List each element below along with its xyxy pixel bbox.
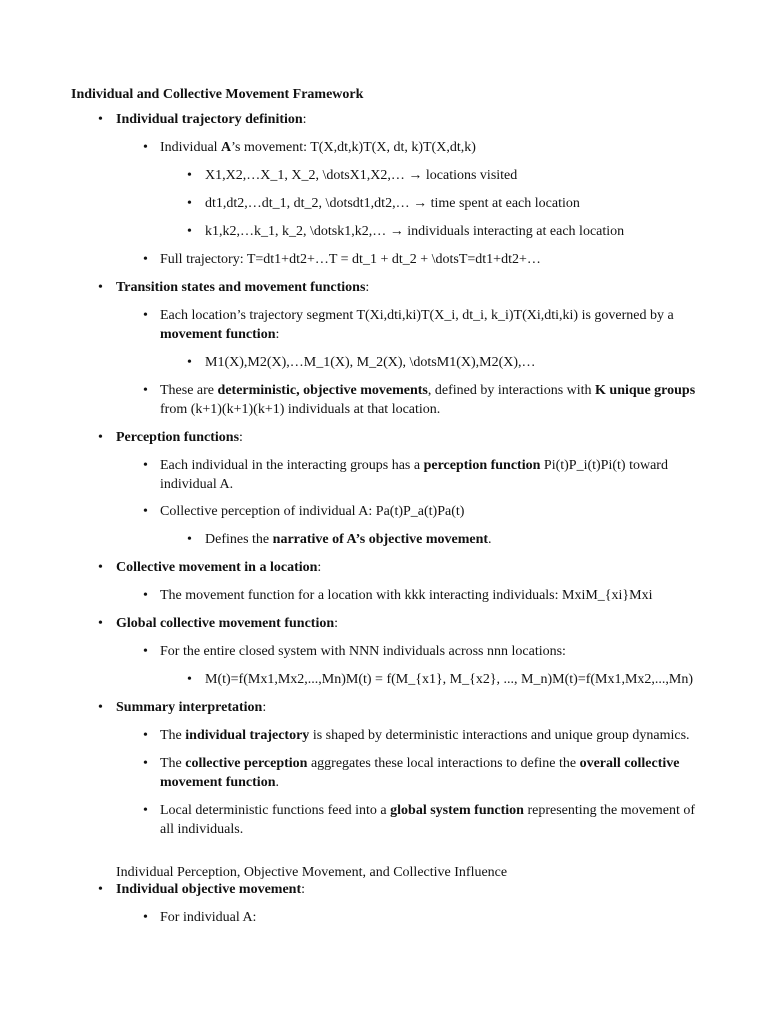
list-item-global-function [98, 614, 716, 633]
text-run: These are [160, 383, 218, 398]
list-item-transition-states [98, 278, 716, 297]
text-run: Pi(t)P_i(t)Pi(t) toward individual A. [160, 458, 668, 492]
text-run: The [160, 756, 186, 771]
text-run: is shaped by deterministic interactions and unique group dynamics. [309, 728, 690, 743]
list-item-collective-perception [143, 502, 700, 521]
section-label: Transition states and movement functions [116, 280, 366, 295]
bullet-icon: • [187, 196, 192, 211]
text-run: : [275, 327, 280, 342]
label-colon: : [239, 430, 243, 445]
section-label: Perception functions [116, 430, 240, 445]
label-colon: : [262, 700, 267, 715]
label-colon: : [301, 882, 305, 897]
bullet-icon: • [143, 252, 148, 267]
list-item-trajectory-segment [143, 306, 700, 344]
section-label: Individual objective movement [116, 882, 302, 897]
text-run: ’s movement: T(X,dt,k)T(X, dt, k)T(X,dt,k) [231, 140, 476, 155]
bullet-icon: • [98, 430, 103, 445]
bullet-icon: • [143, 910, 148, 925]
section-label: Collective movement in a location [116, 560, 318, 575]
list-item-time-spent [187, 194, 705, 213]
text-run: Each individual in the interacting groups has a [160, 458, 424, 473]
bullet-icon: • [143, 803, 148, 818]
section-label: Individual trajectory definition [116, 112, 303, 127]
bold-run: overall collective movement function [160, 756, 680, 790]
bullet-icon: • [143, 644, 148, 659]
bullet-icon: • [143, 308, 148, 323]
label-colon: : [365, 280, 370, 295]
bullet-icon: • [98, 560, 103, 575]
section-label: Summary interpretation [116, 700, 263, 715]
label-colon: : [317, 560, 322, 575]
bullet-icon: • [143, 728, 148, 743]
list-item-for-individual [143, 908, 700, 927]
text-run: The movement function for a location with kkk interacting individuals: MxiM_{xi}Mxi [160, 588, 653, 603]
section-label: Global collective movement function [116, 616, 335, 631]
bold-run: movement function [160, 327, 276, 342]
section-subheading: Individual Perception, Objective Movement, and Collective Influence [116, 865, 508, 880]
text-run: Full trajectory: T=dt1+dt2+…T = dt_1 + dt_2 + \dotsT=dt1+dt2+… [160, 252, 541, 267]
bold-run: collective perception [185, 756, 308, 771]
list-item-summary-trajectory [143, 726, 700, 745]
bullet-icon: • [187, 355, 192, 370]
bullet-icon: • [143, 756, 148, 771]
text-run: dt1,dt2,…dt_1, dt_2, \dotsdt1,dt2,… → time spent at each location [205, 196, 580, 211]
list-item-closed-system [143, 642, 700, 661]
list-item-individual-movement [143, 138, 700, 157]
text-run: Local deterministic functions feed into a [160, 803, 391, 818]
text-run: M(t)=f(Mx1,Mx2,...,Mn)M(t) = f(M_{x1}, M_{x2}, ..., M_n)M(t)=f(Mx1,Mx2,...,Mn) [205, 672, 694, 687]
list-item-global-formula [187, 670, 705, 689]
document-title: Individual and Collective Movement Framework [71, 87, 364, 102]
bold-run: individual trajectory [185, 728, 310, 743]
bold-run: A [221, 140, 232, 155]
list-item-full-trajectory [143, 250, 700, 269]
bold-run: narrative of A’s objective movement [272, 532, 489, 547]
text-run: Each location’s trajectory segment T(Xi,dti,ki)T(X_i, dt_i, k_i)T(Xi,dti,ki) is governed by a [160, 308, 674, 323]
text-run: Individual [160, 140, 222, 155]
bullet-icon: • [187, 672, 192, 687]
bold-run: deterministic, objective movements [217, 383, 428, 398]
bullet-icon: • [98, 616, 103, 631]
text-run: For individual A: [160, 910, 257, 925]
bullet-icon: • [143, 588, 148, 603]
list-item-summary [98, 698, 716, 717]
label-colon: : [302, 112, 307, 127]
list-item-perception-functions [98, 428, 716, 447]
label-colon: : [334, 616, 339, 631]
bullet-icon: • [98, 700, 103, 715]
bullet-icon: • [143, 140, 148, 155]
bullet-icon: • [187, 224, 192, 239]
list-item-trajectory-definition [98, 110, 716, 129]
text-run: aggregates these local interactions to define the [307, 756, 580, 771]
bullet-icon: • [187, 532, 192, 547]
bullet-icon: • [98, 112, 103, 127]
text-run: M1(X),M2(X),…M_1(X), M_2(X), \dotsM1(X),M2(X),… [205, 355, 536, 370]
text-run: from (k+1)(k+1)(k+1) individuals at that location. [160, 402, 441, 417]
text-run: X1,X2,…X_1, X_2, \dotsX1,X2,… → locations visited [205, 168, 518, 183]
list-item-summary-global [143, 801, 700, 839]
text-run: . [488, 532, 492, 547]
bullet-icon: • [143, 504, 148, 519]
list-item-each-individual [143, 456, 700, 494]
bullet-icon: • [98, 280, 103, 295]
text-run: . [275, 775, 279, 790]
bullet-icon: • [143, 383, 148, 398]
bullet-icon: • [187, 168, 192, 183]
list-item-location-function [143, 586, 700, 605]
list-item-objective-movement [98, 880, 716, 899]
text-run: Defines the [205, 532, 273, 547]
bold-run: K unique groups [595, 383, 696, 398]
bullet-icon: • [98, 882, 103, 897]
list-item-collective-movement [98, 558, 716, 577]
text-run: Collective perception of individual A: Pa(t)P_a(t)Pa(t) [160, 504, 465, 519]
list-item-deterministic [143, 381, 700, 419]
list-item-narrative [187, 530, 705, 549]
text-run: , defined by interactions with [427, 383, 596, 398]
text-run: For the entire closed system with NNN individuals across nnn locations: [160, 644, 566, 659]
text-run: The [160, 728, 186, 743]
bullet-icon: • [143, 458, 148, 473]
bold-run: global system function [390, 803, 524, 818]
list-item-movement-functions [187, 353, 705, 372]
list-item-summary-perception [143, 754, 700, 792]
text-run: representing the movement of all individuals. [160, 803, 696, 837]
text-run: k1,k2,…k_1, k_2, \dotsk1,k2,… → individuals interacting at each location [205, 224, 625, 239]
list-item-individuals-interacting [187, 222, 705, 241]
list-item-locations [187, 166, 705, 185]
bold-run: perception function [423, 458, 541, 473]
